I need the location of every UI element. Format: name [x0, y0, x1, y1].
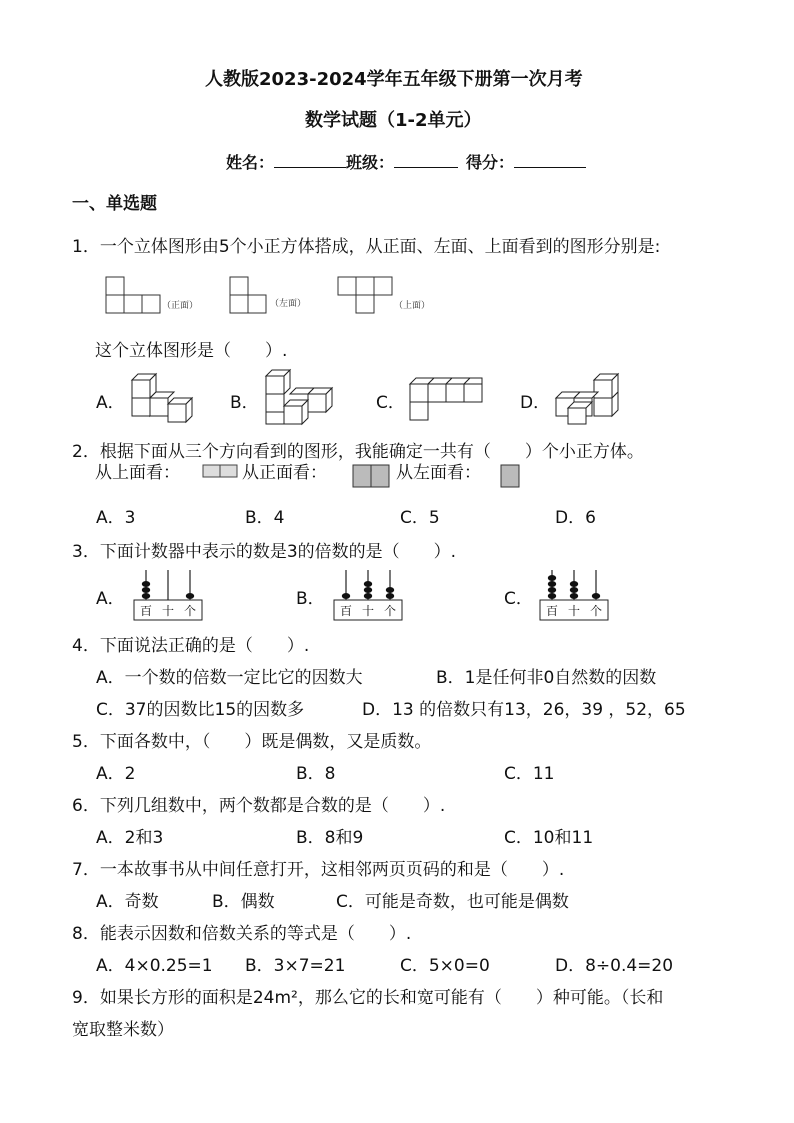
place-hundreds-label: 百 [339, 604, 353, 618]
q2-left-label: 从左面看： [396, 463, 481, 483]
name-blank[interactable] [274, 151, 346, 168]
q1-option-a[interactable]: A． [96, 393, 125, 413]
abacus-bead-tens [364, 593, 372, 599]
q2-option-a[interactable]: A．3 [96, 508, 136, 528]
abacus-bead-tens [570, 581, 578, 587]
q1-front-view-label: （正面） [162, 301, 199, 311]
q5-stem: 5．下面各数中，（ ）既是偶数，又是质数。 [72, 732, 432, 752]
abacus-bead-hundreds [142, 587, 150, 593]
q1-option-d[interactable]: D． [520, 393, 551, 413]
score-blank[interactable] [514, 151, 586, 168]
score-label: 得分： [466, 153, 515, 172]
section-heading-single-choice: 一、单选题 [72, 194, 157, 214]
q2-front-view-figure [352, 464, 390, 488]
q6-option-c[interactable]: C．10和11 [504, 828, 594, 848]
q1-top-view-label: （上面） [394, 301, 431, 311]
place-hundreds-label: 百 [545, 604, 559, 618]
q2-top-view-figure [202, 464, 238, 478]
q5-option-b[interactable]: B．8 [296, 764, 336, 784]
page-title: 人教版2023-2024学年五年级下册第一次月考 [205, 69, 583, 90]
q2-top-label: 从上面看： [95, 463, 180, 483]
place-hundreds-label: 百 [139, 604, 153, 618]
q1-option-a-figure [128, 370, 200, 426]
q6-option-b[interactable]: B．8和9 [296, 828, 364, 848]
q3-option-b[interactable]: B． [296, 589, 325, 609]
q1-front-view [106, 277, 160, 313]
q3-option-a[interactable]: A． [96, 589, 125, 609]
place-tens-label: 十 [361, 604, 375, 618]
abacus-bead-hundreds [548, 581, 556, 587]
abacus-bead-hundreds [548, 575, 556, 581]
q8-option-d[interactable]: D．8÷0.4=20 [555, 956, 674, 976]
q3-option-c[interactable]: C． [504, 589, 533, 609]
q3-abacus-c [538, 566, 610, 622]
q7-stem: 7．一本故事书从中间任意打开，这相邻两页页码的和是（ ）. [72, 860, 565, 880]
abacus-bead-tens [570, 593, 578, 599]
q4-option-b[interactable]: B．1是任何非0自然数的因数 [436, 668, 657, 688]
q7-option-b[interactable]: B．偶数 [212, 892, 275, 912]
q1-option-d-figure [552, 372, 622, 428]
q1-option-b-figure [262, 368, 336, 428]
abacus-bead-ones [386, 587, 394, 593]
place-ones-label: 个 [589, 604, 603, 618]
q2-front-label: 从正面看： [242, 463, 327, 483]
abacus-bead-ones [592, 593, 600, 599]
class-label: 班级： [346, 153, 395, 172]
abacus-bead-ones [186, 593, 194, 599]
q2-option-c[interactable]: C．5 [400, 508, 440, 528]
place-tens-label: 十 [161, 604, 175, 618]
place-ones-label: 个 [383, 604, 397, 618]
q4-option-a[interactable]: A．一个数的倍数一定比它的因数大 [96, 668, 363, 688]
abacus-bead-tens [570, 587, 578, 593]
q8-option-a[interactable]: A．4×0.25=1 [96, 956, 213, 976]
place-tens-label: 十 [567, 604, 581, 618]
q6-stem: 6．下列几组数中，两个数都是合数的是（ ）. [72, 796, 446, 816]
q1-top-view [338, 277, 392, 313]
q1-stem: 1．一个立体图形由5个小正方体搭成，从正面、左面、上面看到的图形分别是: [72, 237, 661, 257]
place-ones-label: 个 [183, 604, 197, 618]
abacus-bead-ones [386, 593, 394, 599]
q1-option-b[interactable]: B． [230, 393, 259, 413]
q1-left-view-label: （左面） [270, 299, 307, 309]
q3-abacus-b [332, 566, 404, 622]
q5-option-a[interactable]: A．2 [96, 764, 136, 784]
q6-option-a[interactable]: A．2和3 [96, 828, 164, 848]
q1-option-c-figure [406, 374, 486, 424]
abacus-bead-tens [364, 581, 372, 587]
q5-option-c[interactable]: C．11 [504, 764, 555, 784]
student-info-line [226, 151, 586, 174]
q1-prompt: 这个立体图形是（ ）. [95, 341, 288, 361]
class-blank[interactable] [394, 151, 458, 168]
abacus-bead-hundreds [548, 587, 556, 593]
abacus-bead-hundreds [142, 593, 150, 599]
page-subtitle: 数学试题（1-2单元） [305, 110, 482, 131]
q9-stem-line2: 宽取整米数） [72, 1020, 174, 1040]
q7-option-c[interactable]: C．可能是奇数，也可能是偶数 [336, 892, 569, 912]
q4-stem: 4．下面说法正确的是（ ）. [72, 636, 310, 656]
q3-abacus-a [132, 566, 204, 622]
q1-option-c[interactable]: C． [376, 393, 405, 413]
q9-stem-line1: 9．如果长方形的面积是24m²，那么它的长和宽可能有（ ）种可能。（长和 [72, 988, 664, 1008]
q7-option-a[interactable]: A．奇数 [96, 892, 159, 912]
q2-option-b[interactable]: B．4 [245, 508, 285, 528]
q2-stem: 2．根据下面从三个方向看到的图形，我能确定一共有（ ）个小正方体。 [72, 442, 644, 462]
q3-stem: 3．下面计数器中表示的数是3的倍数的是（ ）. [72, 542, 457, 562]
q8-option-b[interactable]: B．3×7=21 [245, 956, 346, 976]
q1-left-view [230, 277, 266, 313]
abacus-bead-hundreds [142, 581, 150, 587]
abacus-bead-hundreds [342, 593, 350, 599]
q2-option-d[interactable]: D．6 [555, 508, 596, 528]
q8-stem: 8．能表示因数和倍数关系的等式是（ ）. [72, 924, 412, 944]
q8-option-c[interactable]: C．5×0=0 [400, 956, 490, 976]
abacus-bead-tens [364, 587, 372, 593]
q2-left-view-figure [500, 464, 520, 488]
q4-option-d[interactable]: D．13 的倍数只有13，26，39 ，52，65 [362, 700, 686, 720]
q4-option-c[interactable]: C．37的因数比15的因数多 [96, 700, 305, 720]
q1-three-views-figure [100, 272, 440, 320]
name-label: 姓名： [226, 153, 275, 172]
abacus-bead-hundreds [548, 593, 556, 599]
